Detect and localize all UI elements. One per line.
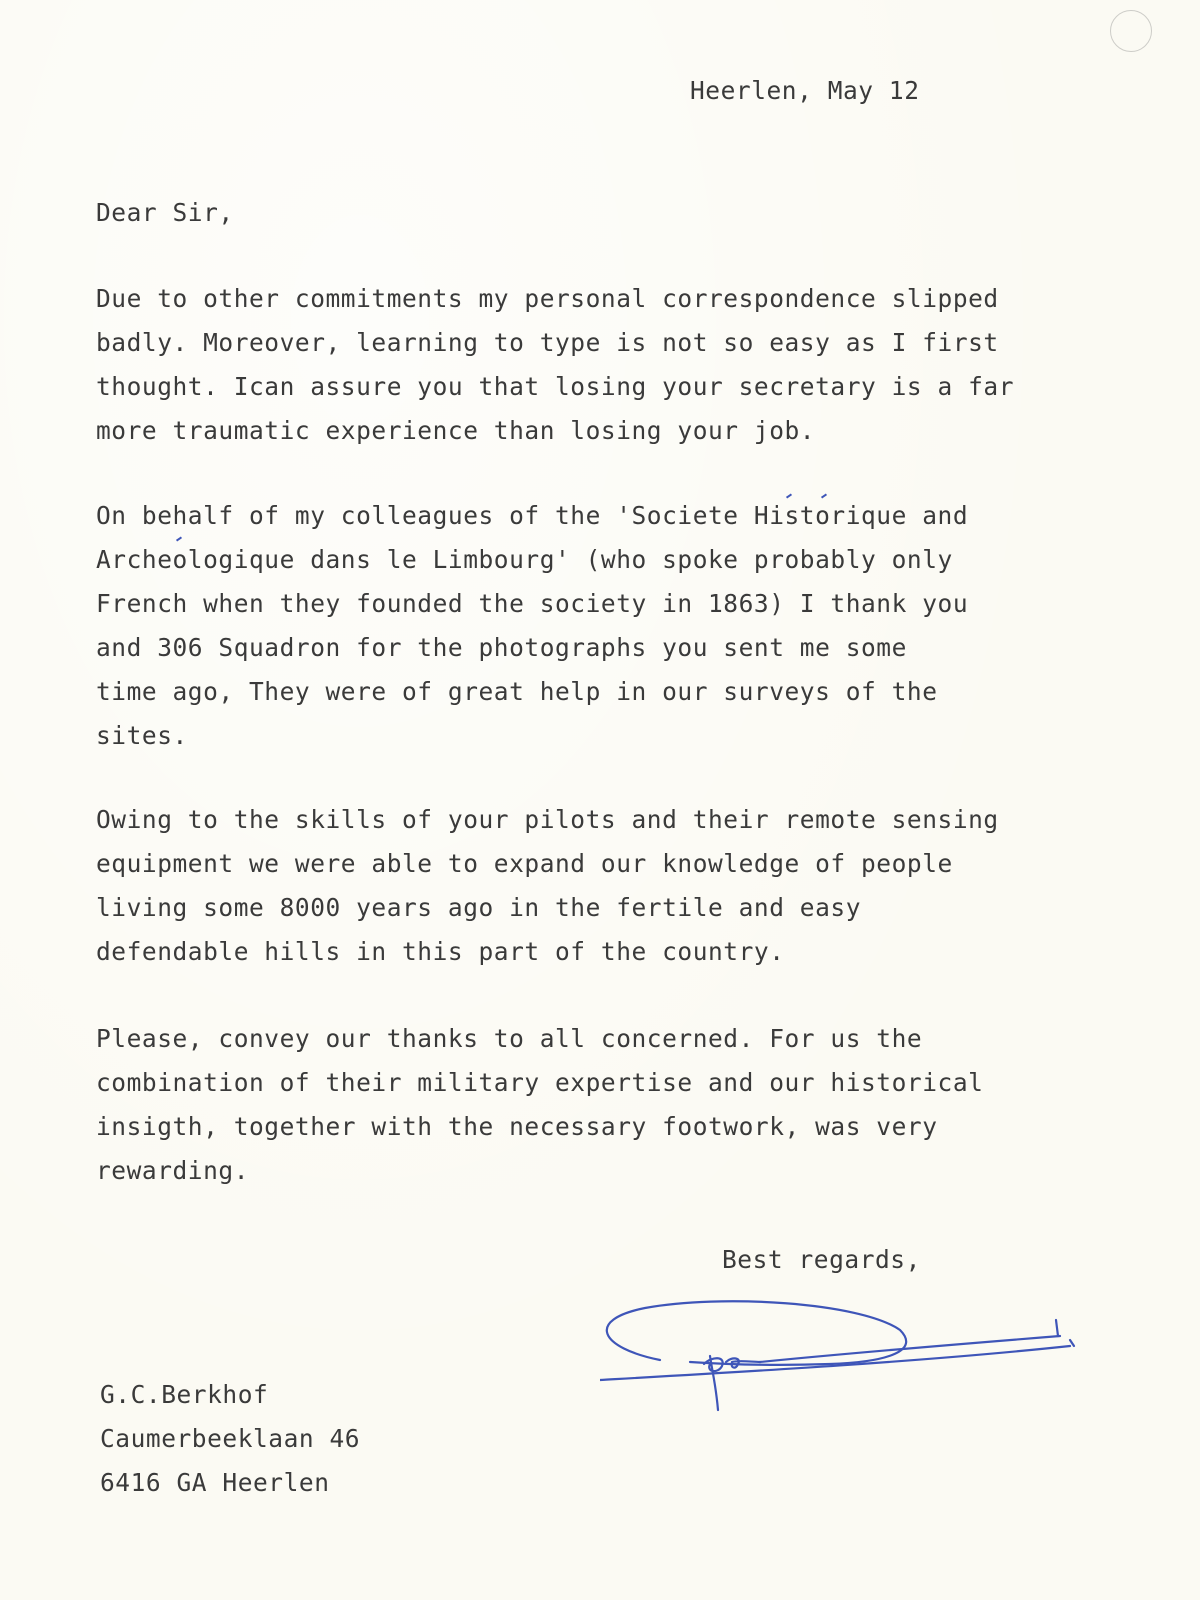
paragraph-line: defendable hills in this part of the country. — [96, 937, 785, 966]
sender-name: G.C.Berkhof — [100, 1380, 269, 1409]
paragraph-line: and 306 Squadron for the photographs you sent me some — [96, 633, 907, 662]
paragraph-line: more traumatic experience than losing your job. — [96, 416, 816, 445]
salutation: Dear Sir, — [96, 198, 234, 227]
paragraph-line: On behalf of my colleagues of the 'Societe Historique and — [96, 501, 969, 530]
paragraph-line: Owing to the skills of your pilots and their remote sensing — [96, 805, 999, 834]
paragraph-line: French when they founded the society in 1863) I thank you — [96, 589, 969, 618]
sender-address — [100, 1380, 360, 1512]
accent-mark-icon — [176, 536, 182, 541]
accent-mark-icon — [786, 493, 792, 498]
sender-street: Caumerbeeklaan 46 — [100, 1424, 361, 1453]
letter-date: Heerlen, May 12 — [690, 76, 920, 105]
paragraph-line: combination of their military expertise and our historical — [96, 1068, 984, 1097]
paragraph-line: thought. Ican assure you that losing your secretary is a far — [96, 372, 1015, 401]
paragraph-line: badly. Moreover, learning to type is not so easy as I first — [96, 328, 999, 357]
sender-city: 6416 GA Heerlen — [100, 1468, 330, 1497]
signature-icon — [600, 1300, 1110, 1440]
paragraph-line: sites. — [96, 721, 188, 750]
paragraph-line: rewarding. — [96, 1156, 250, 1185]
paragraph-line: insigth, together with the necessary footwork, was very — [96, 1112, 938, 1141]
paragraph-line: time ago, They were of great help in our surveys of the — [96, 677, 938, 706]
paragraph-line: Please, convey our thanks to all concerned. For us the — [96, 1024, 923, 1053]
closing: Best regards, — [722, 1245, 921, 1274]
paragraph-line: Due to other commitments my personal correspondence slipped — [96, 284, 999, 313]
accent-mark-icon — [821, 493, 827, 498]
paragraph-line: Archeologique dans le Limbourg' (who spoke probably only — [96, 545, 953, 574]
paragraph-line: living some 8000 years ago in the fertile and easy — [96, 893, 862, 922]
paragraph-line: equipment we were able to expand our knowledge of people — [96, 849, 953, 878]
archive-stamp-icon — [1110, 10, 1152, 52]
